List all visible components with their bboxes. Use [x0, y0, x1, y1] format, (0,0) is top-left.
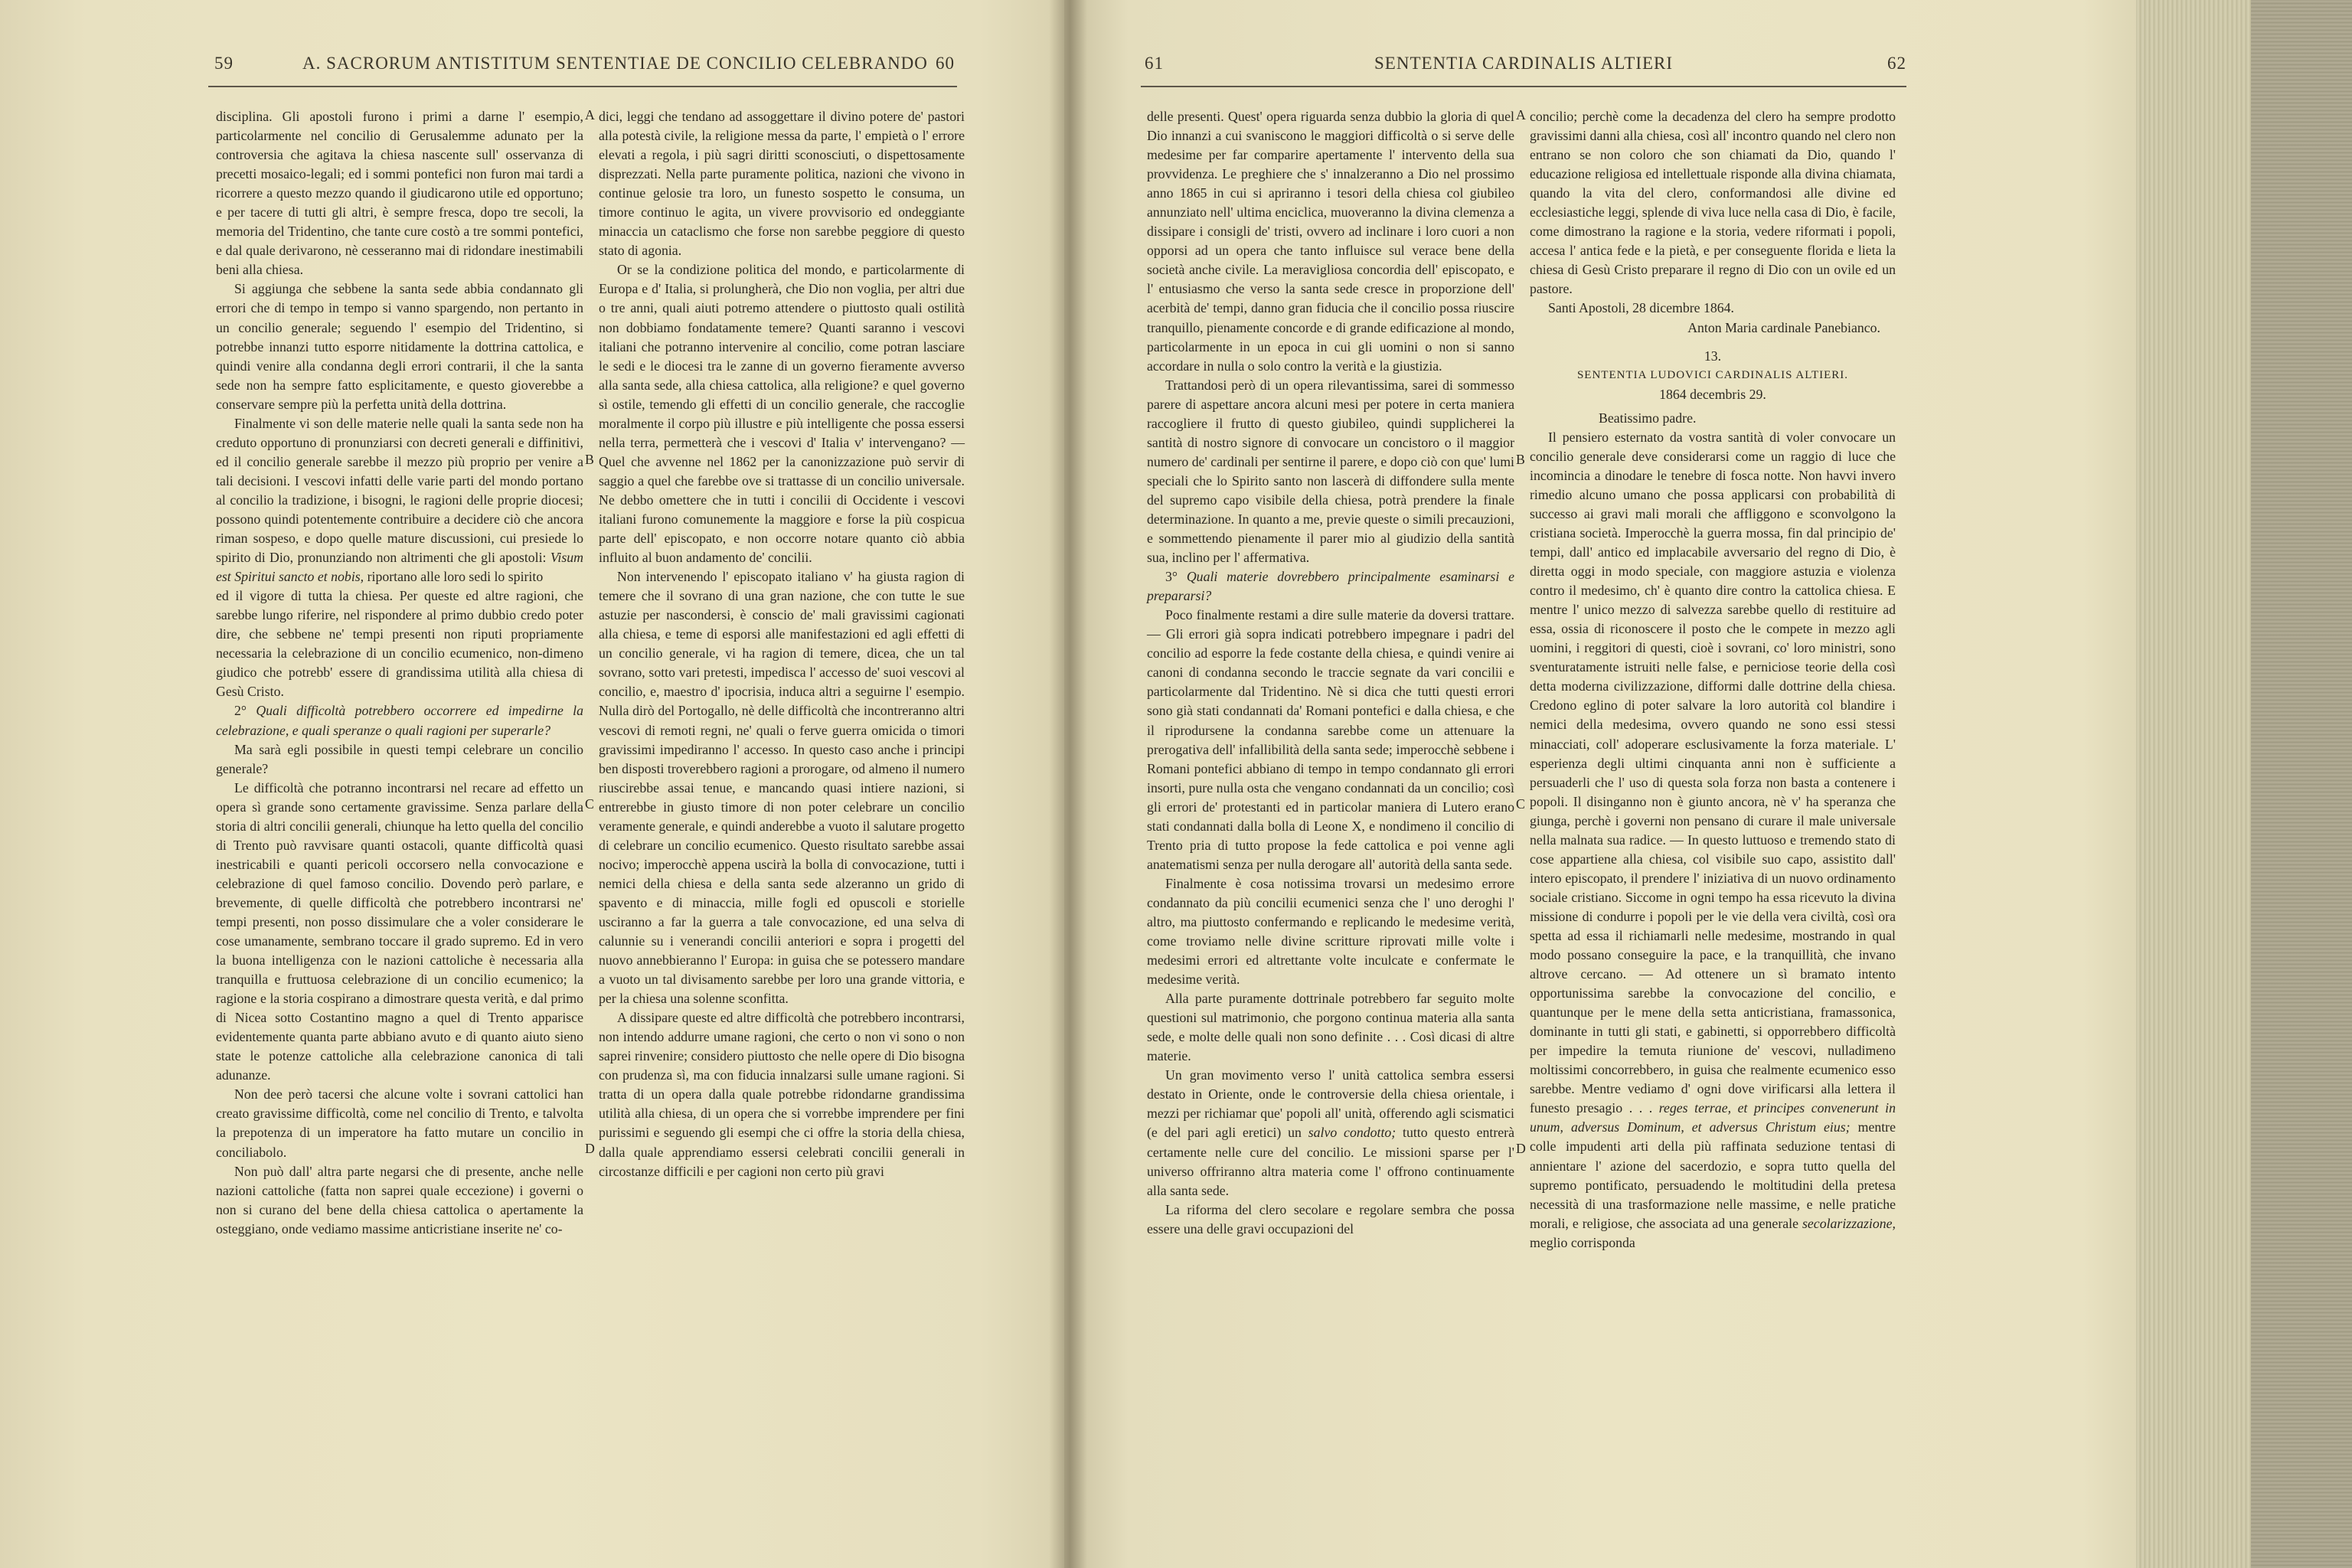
paragraph: delle presenti. Quest' opera riguarda senza dubbio la gloria di quel Dio innanzi a cui svaniscono le maggiori difficoltà o si serve delle medesime per far comparire apertamente l' intervento della sua provvidenza. Le preghiere che s' innalzeranno a Dio nel prossimo anno 1865 in cui si apriranno i tesori della chiesa col giubileo annunziato nell' ultima enciclica, muoveranno la divina clemenza a dissipare i consigli de' tristi, ovvero ad inclinare i loro cuori a non opporsi ad un opera che tanto influisce sul verace bene della società anche civile. La meravigliosa concordia dell' episcopato, e l' entusiasmo che verso la santa sede cresce in proporzione dell' acerbità de' tempi, danno gran fiducia che il concilio possa riuscire tranquillo, pienamente concorde e di grande edificazione al mondo, particolarmente in un epoca in cui gli uomini o non si sanno accordare in nulla o solo contro la verità e la giustizia. — [1147, 109, 1514, 374]
latin-quote: Visum est Spiritui sancto et nobis, — [216, 550, 583, 585]
margin-marker: A — [585, 107, 595, 122]
question-heading — [1147, 567, 1514, 606]
paragraph: dici, leggi che tendano ad assoggettare il divino potere de' pastori alla potestà civile, la religione messa da parte, l' empietà o l' errore elevati a regola, i più sagri diritti sconosciuti, o dispettosamente disprezzati. Nella parte puramente politica, nazioni che vivono in continue gelosie tra loro, un funesto sospetto le consuma, un timore continuo le agita, un vivere provvisorio ed ondeggiante minaccia un cataclismo che forse non sarebbe peggiore di questo stato di agonia. — [599, 109, 965, 259]
paragraph: concilio; perchè come la decadenza del clero ha sempre prodotto gravissimi danni alla chiesa, così all' incontro quando nel clero non entrano se non coloro che son chiamati da Dio, quando l' educazione religiosa ed intellettuale risponde alla divina chiamata, quando la vita del clero, conformandosi alle divine ed ecclesiastiche leggi, splende di viva luce nella casa di Dio, è facile, come dimostrano la ragione e la storia, vedere riformati i popoli, accesa l' antica fede e la pietà, e per conseguente florida e lieta la chiesa di Gesù Cristo preparare il regno di Dio con un ovile ed un pastore. — [1530, 109, 1896, 297]
paragraph-text: tutto questo entrerà certamente nelle cure del concilio. Le missioni sparse per l' universo offriranno altra materia come l' offrono continuamente alla santa sede. — [1147, 1125, 1514, 1198]
salutation: Beatissimo padre. — [1599, 410, 1697, 426]
paragraph: disciplina. Gli apostoli furono i primi a darne l' esempio, particolarmente nel concilio di Gerusalemme adunato per la controversia che agitava la chiesa nascente sull' osservanza di precetti mosaico-legali; ed i sommi pontefici non furon mai tardi a ricorrere a questo mezzo quando il giudicarono utile ed opportuno; e per tacere di tutti gli altri, è sempre fresca, dopo tre secoli, la memoria del Tridentino, che tante cure costò a tre sommi pontefici, e dal quale derivarono, nè cesseranno mai di ridondare inestimabili beni alla chiesa. — [216, 109, 583, 278]
page-number: 59 — [214, 54, 234, 73]
section-number: 13. — [1704, 348, 1722, 364]
margin-marker: B — [585, 452, 594, 467]
text-column-right-a — [1147, 107, 1514, 1239]
date-line: Santi Apostoli, 28 dicembre 1864. — [1548, 300, 1734, 316]
paragraph: Non dee però tacersi che alcune volte i sovrani cattolici han creato gravissime difficoltà, come nel concilio di Trento, e talvolta la prepotenza di un imperatore ha fatto mutare un concilio in conciliabolo. — [216, 1086, 583, 1160]
question-number: 3° — [1165, 569, 1178, 585]
paragraph: Trattandosi però di un opera rilevantissima, sarei di sommesso parere di aspettare ancora alcuni mesi per potere in certa maniera raccogliere il frutto di questo giubileo, quindi supplicherei la santità di nostro signore di convocare un concistoro o il maggior numero de' cardinali per sentirne il parere, e dopo ciò con que' lumi speciali che lo Spirito santo non lascerà di diffondere sulla mente del supremo capo visibile della chiesa, potrà prendere la finale determinazione. In quanto a me, previe queste o simili precauzioni, e sommettendo pienamente il parer mio al giudizio della santità sua, inclino per l' affermativa. — [1147, 377, 1514, 566]
italic-term: salvo condotto; — [1308, 1125, 1396, 1141]
paragraph-text: Il pensiero esternato da vostra santità di voler convocare un concilio generale deve considerarsi come un raggio di luce che incomincia a dinodare le tenebre di fosca notte. Non havvi invero rimedio alcuno umano che possa applicarsi con probabilità di successo ai gravi mali morali che affliggono e sconvolgono la cristiana società. Imperocchè la guerra mossa, fin dal principio de' tempi, dall' antico ed implacabile avversario del regno di Dio, è diretta oggi in modo speciale, con maggiore astuzia e violenza contro il medesimo, ch' è quanto dire contro la cattolica chiesa. E mentre l' unico mezzo di salvezza sarebbe quello di restituire ad essa, ossia di riconoscere il posto che le compete in mezzo agli uomini, i reggitori di questi, cioè i sovrani, co' loro ministri, sono sventuratamente istruiti nelle false, e perniciose teorie della così detta moderna civilizzazione, difformi dalle dottrine della chiesa. Credono eglino di poter salvare la loro autorità col blandire i nemici della medesima, ovvero quando ne sono essi stessi minacciati, coll' adoperare esclusivamente la forza materiale. L' esperienza degli ultimi cinquanta anni non è sufficiente a persuaderli che l' uso di questa sola forza non basta a contenere i popoli. Il disinganno non è giunto ancora, nè v' ha speranza che giunga, perchè i governi non pensano di curare il male universale nella malnata sua radice. — In questo luttuoso e tremendo stato di cose appartiene alla chiesa, col visibile suo capo, assistito dall' intero episcopato, il prendere l' iniziativa di un nuovo ordinamento sociale cristiano. Siccome in ogni tempo ha essa ricevuto la divina missione di condurre i popoli per le vie della vera civiltà, così ora spetta ad essa il richiamarli nelle medesime, mostrando in qual modo possano conseguire la pace, e la tranquillità, che invano altrove cercano. — Ad ottenere un sì bramato intento opportunissima sarebbe la convocazione del concilio, e quantunque per le mene della setta anticristiana, framassonica, dominante in tutti gli stati, e gabinetti, si opporrebbero difficoltà per impedire la temuta riunione de' vescovi, nulladimeno moltissimi concorrebbero, in guisa che realmente ecumenico esso sarebbe. Mentre vediamo d' ogni dove virificarsi alla lettera il funesto presagio . . . — [1530, 429, 1896, 1116]
paragraph: Alla parte puramente dottrinale potrebbero far seguito molte questioni sul matrimonio, che porgono continua materia alla santa sede, e molte delle quali non sono definite . . . Così dicasi di altre materie. — [1147, 991, 1514, 1064]
margin-marker: B — [1516, 452, 1525, 467]
paragraph: Le difficoltà che potranno incontrarsi nel recare ad effetto un opera sì grande sono certamente gravissime. Senza parlare della storia di altri concilii generali, chiunque ha letto quella del concilio di Trento può ravvisare quanti ostacoli, quante difficoltà quasi inestricabili e quanti pericoli occorsero nella convocazione e celebrazione di quel famoso concilio. Dovendo però parlare, e brevemente, di quelle difficoltà che potrebbero incontrarsi ne' tempi presenti, non posso dissimulare che a voler considerare le cose umanamente, sembrano toccare il grado supremo. Ed in vero la buona intelligenza con le nazioni cattoliche è necessaria alla tranquilla e fruttuosa celebrazione di un concilio ecumenico; la ragione e la storia cospirano a dimostrare questa verità, e dal primo di Nicea sotto Costantino magno a quel di Trento apparisce evidentemente quanta parte abbiano avuto e di quanto aiuto sieno state le potenze cattoliche alla celebrazione canonica di tali adunanze. — [216, 779, 583, 1083]
page-number: 61 — [1145, 54, 1164, 73]
paragraph: Si aggiunga che sebbene la santa sede abbia condannato gli errori che di tempo in tempo si vanno spargendo, non pertanto in un concilio generale; seguendo l' esempio del Tridentino, si potrebbe innanzi tutto esporre nitidamente la dottrina cattolica, e quindi venire alla condanna degli errori contrarii, il che la santa sede non ha sempre fatto esplicitamente, e questo gioverebbe a conservare sempre più la perfetta unità della dottrina. — [216, 281, 583, 412]
section-title: SENTENTIA LUDOVICI CARDINALIS ALTIERI. — [1576, 368, 1849, 381]
italic-term: secolarizzazione, — [1802, 1215, 1896, 1231]
margin-marker: C — [585, 796, 594, 812]
head-rule — [1141, 86, 1906, 87]
margin-marker: A — [1516, 107, 1526, 122]
head-rule — [208, 86, 957, 87]
book-gutter — [1049, 0, 1087, 1568]
paragraph: ed il vigore di tutta la chiesa. Per queste ed altre ragioni, che sarebbe lungo riferire, nel rispondere al primo dubbio credo poter dire, che sebbene ne' tempi presenti non riputi propriamente necessaria la celebrazione di un concilio ecumenico, non-dimeno giudico che potrebb' essere di grandissima utilità alla chiesa di Gesù Cristo. — [216, 588, 583, 700]
question-number: 2° — [234, 703, 247, 719]
question-text: Quali difficoltà potrebbero occorrere ed impedirne la celebrazione, e quali speranze o quali ragioni per superarle? — [216, 703, 583, 738]
paragraph-text: riportano alle loro sedi lo spirito — [367, 569, 544, 585]
right-page — [1064, 0, 2136, 1568]
paragraph: Non può dall' altra parte negarsi che di presente, anche nelle nazioni cattoliche (fatta non saprei quale eccezione) i governi o non si curano del bene della chiesa cattolica o apertamente la osteggiano, onde vediamo massime anticristiane inserite ne' co- — [216, 1163, 583, 1236]
section-date: 1864 decembris 29. — [1659, 386, 1766, 402]
paragraph-text: meglio corrisponda — [1530, 1234, 1635, 1250]
paragraph-text: mentre colle impudenti arti della più raffinata seduzione tentasi di annientare l' azione del sacerdozio, e sopra tutto quella del supremo pontificato, persuadendo le moltitudini della pretesa necessità di una trasformazione nelle massime, e nelle pratiche morali, e religiose, che associata ad una generale — [1530, 1119, 1896, 1231]
paragraph: Poco finalmente restami a dire sulle materie da doversi trattare. — Gli errori già sopra indicati potrebbero impegnare i padri del concilio ad esporre la fede costante della chiesa, e quindi venire ai canoni di condanna secondo le traccie segnate da vari concilii e particolarmente dal Tridentino. Nè si dica che tutti questi errori sono già stati condannati da' Romani pontefici e dalla chiesa, e che il riprodursene la condanna sarebbe come un attenuare la prerogativa dell' infallibilità della santa sede; imperocchè sebbene i Romani pontefici abbiano di tempo in tempo condannato gli errori insorti, pure nulla osta che vengano condannati da un concilio; così gli errori de' protestanti ed in particolar maniera di Lutero erano stati condannati dalla bolla di Leone X, e nondimeno il concilio di Trento pria di tutto propose la fede cattolica e poi venne agli anatematismi senza per nulla derogare all' autorità della santa sede. — [1147, 607, 1514, 872]
left-page — [0, 0, 1064, 1568]
page-edges — [2136, 0, 2352, 1568]
margin-marker: D — [585, 1141, 595, 1156]
page-number: 62 — [1887, 54, 1906, 73]
text-column-left-b — [599, 107, 965, 1181]
running-title: SENTENTIA CARDINALIS ALTIERI — [1374, 54, 1674, 73]
text-column-right-b — [1530, 107, 1896, 1253]
paragraph-text: Finalmente vi son delle materie nelle quali la santa sede non ha creduto opportuno di pronunziarsi con decreti generali e diffinitivi, ed il concilio generale sarebbe il mezzo più proprio per venire a tali decisioni. I vescovi infatti delle varie parti del mondo portano al concilio la tradizione, i bisogni, le ragioni delle proprie diocesi; possono quindi potentemente contribuire a decidere ciò che ancora riman sospeso, e dopo quelle mature discussioni, cui presiede lo spirito di Dio, pronunziando non altrimenti che gli apostoli: — [216, 415, 583, 566]
paragraph: La riforma del clero secolare e regolare sembra che possa essere una delle gravi occupazioni del — [1147, 1201, 1514, 1236]
book-cover-edge — [2251, 0, 2352, 1568]
paragraph — [216, 414, 583, 586]
latin-quote: reges terrae, et principes convenerunt in unum, adversus Dominum, et adversus Christum eius; — [1530, 1100, 1896, 1135]
paragraph: Non intervenendo l' episcopato italiano v' ha giusta ragion di temere che il sovrano di una gran nazione, che con tutte le sue astuzie per nascondersi, è conscio de' mali gravissimi cagionati alla chiesa, e teme di esporsi alle manifestazioni ed agli effetti di un concilio generale, vi ha ragion di temere, dicea, che un tal sovrano, sotto vari pretesti, impedisca l' accesso de' suoi vescovi al concilio, e, maestro d' ipocrisia, induca altri a seguirne l' esempio. Nulla dirò del Portogallo, nè delle difficoltà che incontreranno altri vescovi di remoti regni, ne' quali o ferve guerra omicida o timori gravissimi impediranno l' accesso. In questo caso anche i principi ben disposti troverebbero ragioni a prorogare, od almeno il numero riuscirebbe assai tenue, e mancando quasi intiere nazioni, si entrerebbe in giusto timore di non poter celebrare un concilio veramente generale, e quindi anderebbe a vuoto il salutare progetto di celebrare un concilio ecumenico. Questo risultato sarebbe assai nocivo; imperocchè appena uscirà la bolla di convocazione, tutti i nemici della chiesa e della santa sede alzeranno un grido di spavento e di minaccia, mille fogli ed opuscoli e storielle usciranno a far la guerra a tale convocazione, ed una selva di calunnie su i venerandi concilii anteriori e sopra i progetti del nuovo annebbieranno l' Europa: in guisa che se potessero mandare a vuoto un tal divisamento sarebbe per loro una grande vittoria, e per la chiesa una solenne sconfitta. — [599, 569, 965, 1007]
paragraph-text: Un gran movimento verso l' unità cattolica sembra essersi destato in Oriente, onde le controversie della chiesa orientale, i mezzi per richiamar que' popoli all' unità, offerendo agli scismatici (e del pari agli eretici) un — [1147, 1067, 1514, 1141]
text-column-left-a — [216, 107, 583, 1239]
signature: Anton Maria cardinale Panebianco. — [1687, 319, 1880, 335]
margin-marker: C — [1516, 796, 1525, 812]
paragraph — [1147, 1066, 1514, 1200]
paragraph: Finalmente è cosa notissima trovarsi un medesimo errore condannato da più concilii ecumenici senza che l' uno deroghi l' altro, ma piuttosto confermando e replicando le medesime verità, come troviamo nelle divine scritture riprovati mille volte i medesimi errori ed altrettante volte inculcate e confermate le medesime verità. — [1147, 875, 1514, 988]
page-number: 60 — [936, 54, 955, 73]
margin-marker: D — [1516, 1141, 1526, 1156]
question-heading — [216, 701, 583, 740]
paragraph: Or se la condizione politica del mondo, e particolarmente di Europa e d' Italia, si prolungherà, che Dio non voglia, per altri due o tre anni, quali aiuti potremo attendere o piuttosto quali ostilità non dobbiamo fondatamente temere? Quanti saranno i vescovi italiani che potranno intervenire al concilio, come potran lasciare le sedi e le diocesi tra le zanne di un governo fieramente avverso alla santa sede, alla chiesa cattolica, alla religione? e quel governo sì ostile, temendo gli effetti di un concilio generale, che raccoglie moralmente il corpo più illustre e più intelligente che possa essersi nella terra, permetterà che i vescovi d' Italia v' intervengano? — Quel che avvenne nel 1862 per la canonizzazione può servir di saggio a quel che farebbe ove si trattasse di un concilio universale. Ne debbo omettere che in tutti i concilii di Occidente i vescovi italiani furono comunemente la maggiore e forse la più cospicua parte dell' episcopato, e non occorre notare quanto ciò abbia influito al buon andamento de' concilii. — [599, 262, 965, 566]
paragraph — [1530, 428, 1896, 1253]
running-head-left — [0, 54, 1064, 80]
paragraph: A dissipare queste ed altre difficoltà che potrebbero incontrarsi, non intendo addurre umane ragioni, che certo o non vi sono o non saprei rinvenire; considero piuttosto che nelle opere di Dio bisogna con prudenza sì, ma con fiducia innalzarsi sulle umane ragioni. Si tratta di un opera dalla quale potrebbe ridondarne grandissima utilità alla chiesa, di un opera che si vorrebbe imprendere per fini purissimi e seguendo gli esempi che ci offre la storia della chiesa, dalla quale apprendiamo essersi celebrati concilii generali in circostanze difficili e per cagioni non certo più gravi — [599, 1010, 965, 1179]
paragraph: Ma sarà egli possibile in questi tempi celebrare un concilio generale? — [216, 741, 583, 776]
running-title: A. SACRORUM ANTISTITUM SENTENTIAE DE CONCILIO CELEBRANDO — [302, 54, 928, 73]
running-head-right — [1064, 54, 2136, 80]
question-text: Quali materie dovrebbero principalmente esaminarsi e prepararsi? — [1147, 569, 1514, 604]
